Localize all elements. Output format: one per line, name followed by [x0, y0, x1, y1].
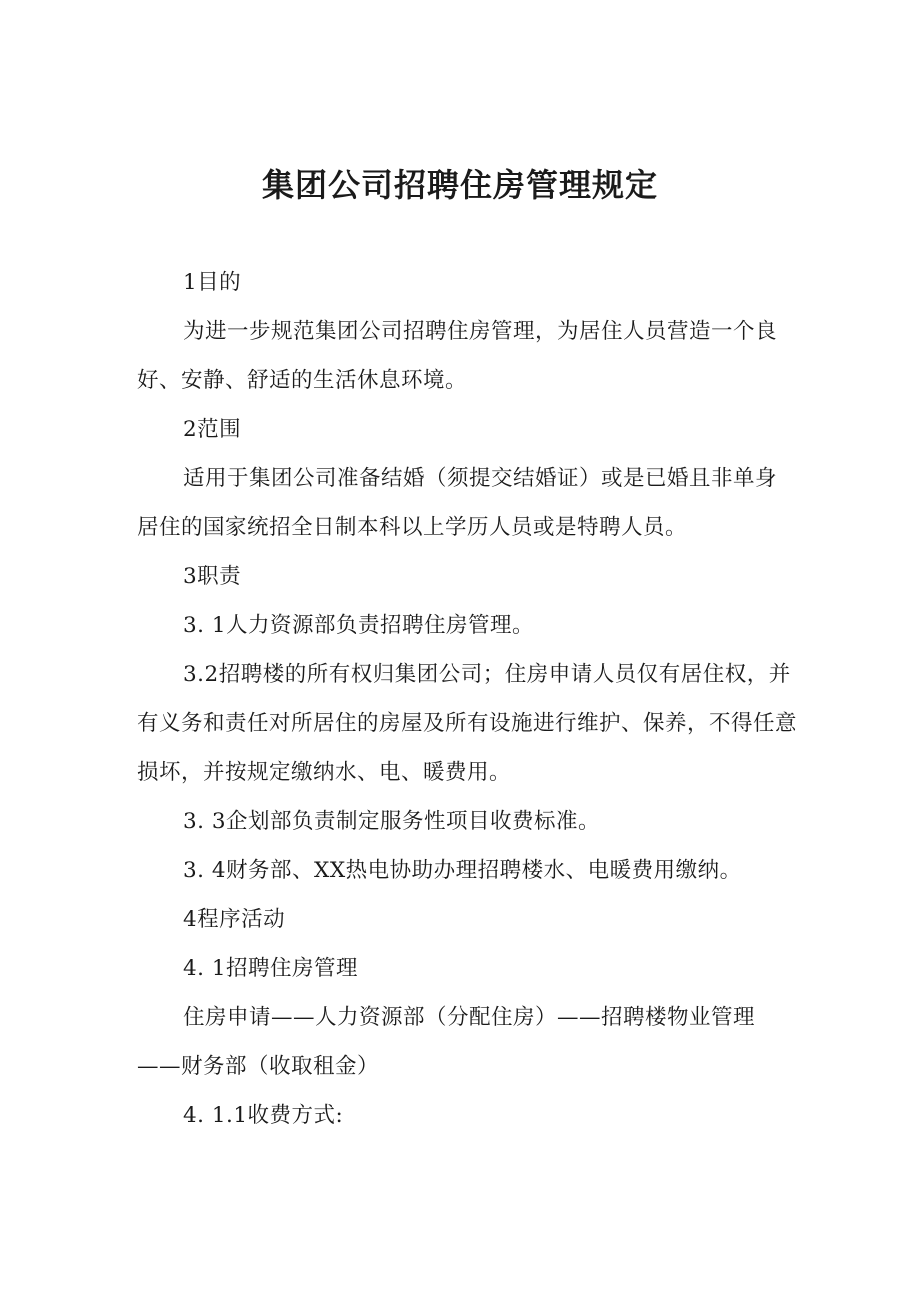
paragraph-process-flow: 住房申请——人力资源部（分配住房）——招聘楼物业管理——财务部（收取租金） — [137, 1005, 756, 1079]
document-body — [137, 258, 797, 1140]
paragraph-scope: 适用于集团公司准备结婚（须提交结婚证）或是已婚且非单身居住的国家统招全日制本科以上学历人员或是特聘人员。 — [137, 466, 778, 540]
document-title: 集团公司招聘住房管理规定 — [261, 166, 658, 204]
section-heading-responsibilities: 3职责 — [183, 564, 242, 589]
clause-3-3: 3. 3企划部负责制定服务性项目收费标准。 — [183, 809, 601, 834]
clause-3-1: 3. 1人力资源部负责招聘住房管理。 — [183, 613, 535, 638]
clause-3-2: 3.2招聘楼的所有权归集团公司；住房申请人员仅有居住权，并有义务和责任对所居住的房屋及所有设施进行维护、保养，不得任意损坏，并按规定缴纳水、电、暖费用。 — [137, 662, 798, 785]
clause-3-4: 3. 4财务部、XX热电协助办理招聘楼水、电暖费用缴纳。 — [183, 858, 742, 883]
clause-4-1-1: 4. 1.1收费方式: — [183, 1103, 344, 1128]
section-heading-procedure: 4程序活动 — [183, 907, 286, 932]
paragraph-purpose: 为进一步规范集团公司招聘住房管理，为居住人员营造一个良好、安静、舒适的生活休息环境。 — [137, 319, 778, 393]
section-heading-scope: 2范围 — [183, 417, 242, 442]
clause-4-1: 4. 1招聘住房管理 — [183, 956, 359, 981]
section-heading-purpose: 1目的 — [183, 270, 242, 295]
